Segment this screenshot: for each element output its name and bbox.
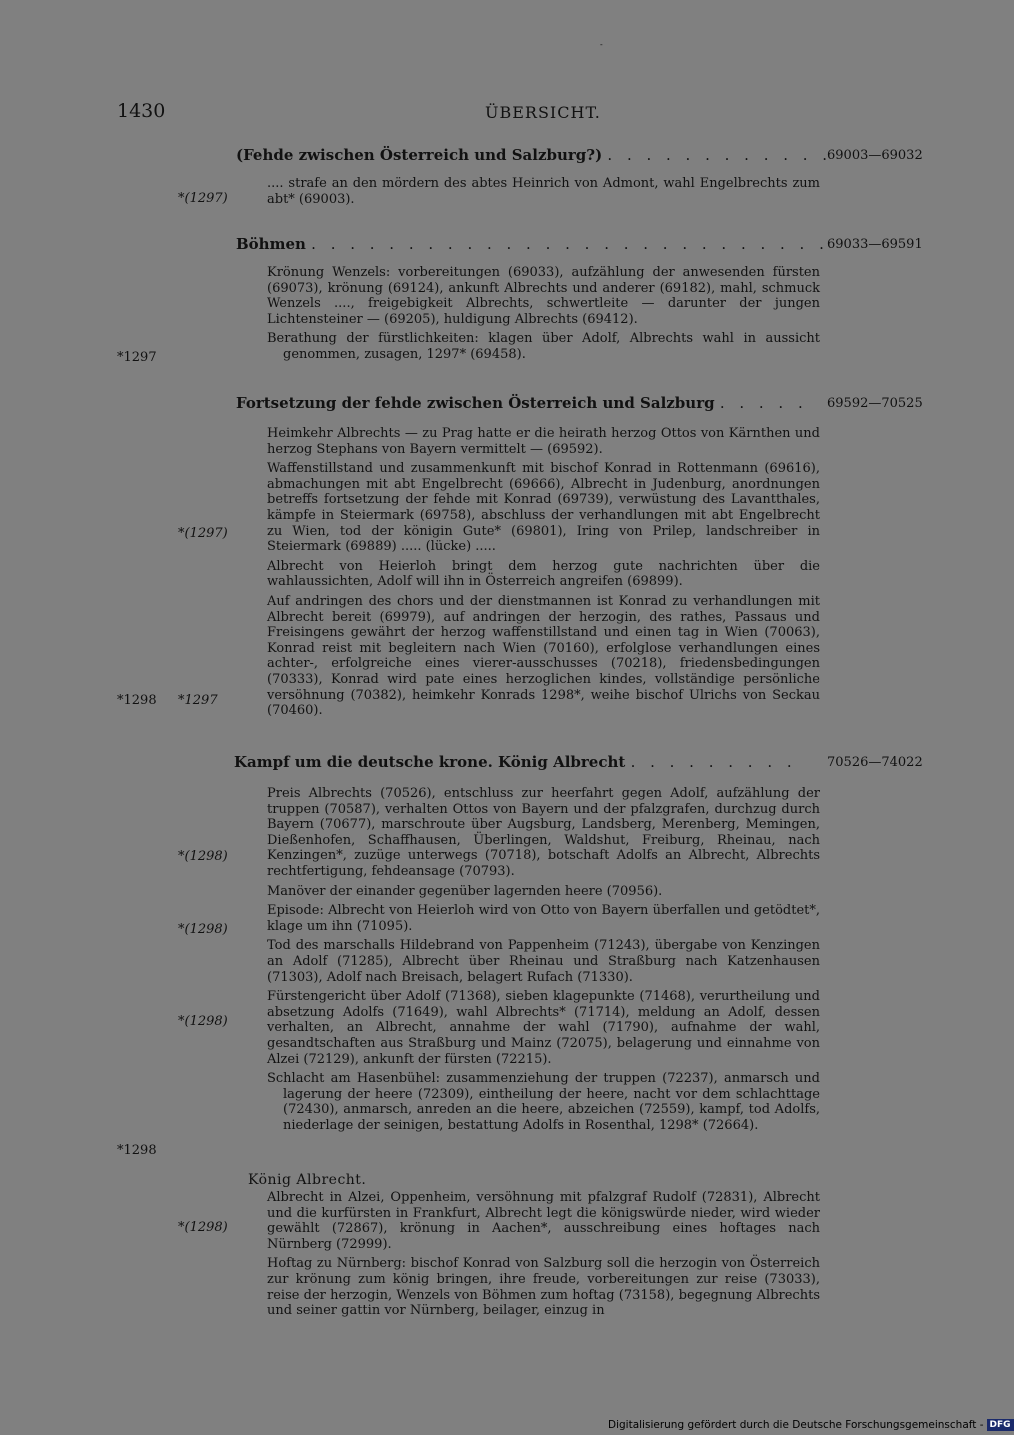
paragraph: Heimkehr Albrechts — zu Prag hatte er die heirath herzog Ottos von Kärnthen und herzog Stephans von Bayern vermittelt — (69592). [267,426,820,457]
section-body [267,1190,820,1323]
paragraph: Albrecht von Heierloh bringt dem herzog gute nachrichten über die wahlaussichten, Adolf will ihn in Österreich angreifen (69899). [267,558,820,590]
section-heading: (Fehde zwischen Österreich und Salzburg?) . . . . . . . . . . . . [236,146,833,164]
record-range: 70526—74022 [827,755,923,770]
paragraph: Waffenstillstand und zusammenkunft mit bischof Konrad in Rottenmann (69616), abmachungen mit abt Engelbrecht (69666), Albrecht in Judenburg, anordnungen betreffs fortsetzung der fehde mit Konrad (69739), verwüstung des Lavantthales, kämpfe in Steiermark (69758), abschluss der verhandlungen mit abt Engelbrecht zu Wien, tod der königin Gute* (69801), Iring von Prilep, landschreiber in Steiermark (69889) ..... (lücke) ..... [267,461,820,555]
footer [608,1419,1014,1431]
margin-year: *1297 [117,350,157,365]
section-body [267,265,820,367]
paragraph: Hoftag zu Nürnberg: bischof Konrad von Salzburg soll die herzogin von Österreich zur krönung zum könig bringen, ihre freude, vorbereitungen zur reise (73033), reise der herzogin, Wenzels von Böhmen zum hoftag (73158), begegnung Albrechts und seiner gattin vor Nürnberg, beilager, einzug in [267,1256,820,1319]
paragraph: Preis Albrechts (70526), entschluss zur heerfahrt gegen Adolf, aufzählung der truppen (70587), verhalten Ottos von Bayern und der pfalzgrafen, durchzug durch Bayern (70677), marschroute über Augsburg, Landsberg, Merenberg, Memingen, Dießenhofen, Schaffhausen, Überlingen, Waldshut, Freiburg, Rheinau, nach Kenzingen*, zuzüge unterwegs (70718), botschaft Adolfs an Albrecht, Albrechts rechtfertigung, fehdeansage (70793). [267,786,820,879]
paragraph: Fürstengericht über Adolf (71368), sieben klagepunkte (71468), verurtheilung und absetzung Adolfs (71649), wahl Albrechts* (71714), meldung an Adolf, dessen verhalten, an Albrecht, annahme der wahl (71790), aufnahme der wahl, gesandtschaften aus Straßburg und Mainz (72075), belagerung und einnahme von Alzei (72129), ankunft der fürsten (72215). [267,989,820,1067]
paragraph: Krönung Wenzels: vorbereitungen (69033), aufzählung der anwesenden fürsten (69073), krönung (69124), ankunft Albrechts und anderer (69182), mahl, schmuck Wenzels ...., freigebigkeit Albrechts, schwertleite — darunter der jungen Lichtensteiner — (69205), huldigung Albrechts (69412). [267,265,820,327]
paragraph: Tod des marschalls Hildebrand von Pappenheim (71243), übergabe von Kenzingen an Adolf (71285), Albrecht über Rheinau und Straßburg nach Katzenhausen (71303), Adolf nach Breisach, belagert Rufach (71330). [267,938,820,985]
paragraph: Manöver der einander gegenüber lagernden heere (70956). [267,883,663,899]
section-heading: Böhmen . . . . . . . . . . . . . . . . . . . . . . . . . . . [236,235,829,253]
margin-year: *(1298) [178,922,228,937]
record-range: 69033—69591 [827,237,923,252]
section-body [267,786,820,1137]
paragraph: Schlacht am Hasenbühel: zusammenziehung der truppen (72237), anmarsch und lagerung der heere (72309), eintheilung der heere, nacht vor dem schlachttage (72430), anmarsch, anreden an die heere, abzeichen (72559), kampf, tod Adolfs, niederlage der seinigen, bestattung Adolfs in Rosenthal, 1298* (72664). [267,1071,820,1133]
record-range: 69003—69032 [827,148,923,163]
stray-mark: - [600,40,603,49]
page-number: 1430 [117,100,166,122]
margin-year: *(1298) [178,1014,228,1029]
running-head: ÜBERSICHT. [485,103,601,122]
margin-year: *1298 [117,1143,157,1158]
margin-year: *1297 [178,693,218,708]
paragraph: Auf andringen des chors und der dienstmannen ist Konrad zu verhandlungen mit Albrecht bereit (69979), auf andringen der herzogin, des rathes, Passaus und Freisingens gewährt der herzog waffenstillstand und einen tag in Wien (70063), Konrad reist mit begleitern nach Wien (70160), erfolglose verhandlungen eines achter-, erfolgreiche eines vierer-ausschusses (70218), friedensbedingungen (70333), Konrad wird pate eines herzoglichen kindes, vollständige persönliche versöhnung (70382), heimkehr Konrads 1298*, weihe bischof Ulrichs von Seckau (70460). [267,593,820,719]
paragraph: Berathung der fürstlichkeiten: klagen über Adolf, Albrechts wahl in aussicht genommen, zusagen, 1297* (69458). [267,331,820,362]
margin-year: *(1298) [178,1220,228,1235]
paragraph: Episode: Albrecht von Heierloh wird von Otto von Bayern überfallen und getödtet*, klage um ihn (71095). [267,903,820,934]
section-body [267,176,820,211]
paragraph: Albrecht in Alzei, Oppenheim, versöhnung mit pfalzgraf Rudolf (72831), Albrecht und die kurfürsten in Frankfurt, Albrecht legt die königswürde nieder, wird wieder gewählt (72867), krönung in Aachen*, ausschreibung eines hoftages nach Nürnberg (72999). [267,1190,820,1252]
paragraph: .... strafe an den mördern des abtes Heinrich von Admont, wahl Engelbrechts zum abt* (69003). [267,176,820,207]
footer-text: Digitalisierung gefördert durch die Deutsche Forschungsgemeinschaft - [608,1419,984,1431]
section-heading: Fortsetzung der fehde zwischen Österreich und Salzburg . . . . . [236,394,808,412]
margin-year: *(1298) [178,849,228,864]
dfg-logo: DFG [987,1419,1014,1431]
margin-year: *(1297) [178,191,228,206]
margin-year: *(1297) [178,526,228,541]
section-body [267,426,820,723]
section-heading: Kampf um die deutsche krone. König Albrecht . . . . . . . . . [234,753,797,771]
subsection-heading: König Albrecht. [248,1172,367,1188]
margin-year: *1298 [117,693,157,708]
record-range: 69592—70525 [827,396,923,411]
